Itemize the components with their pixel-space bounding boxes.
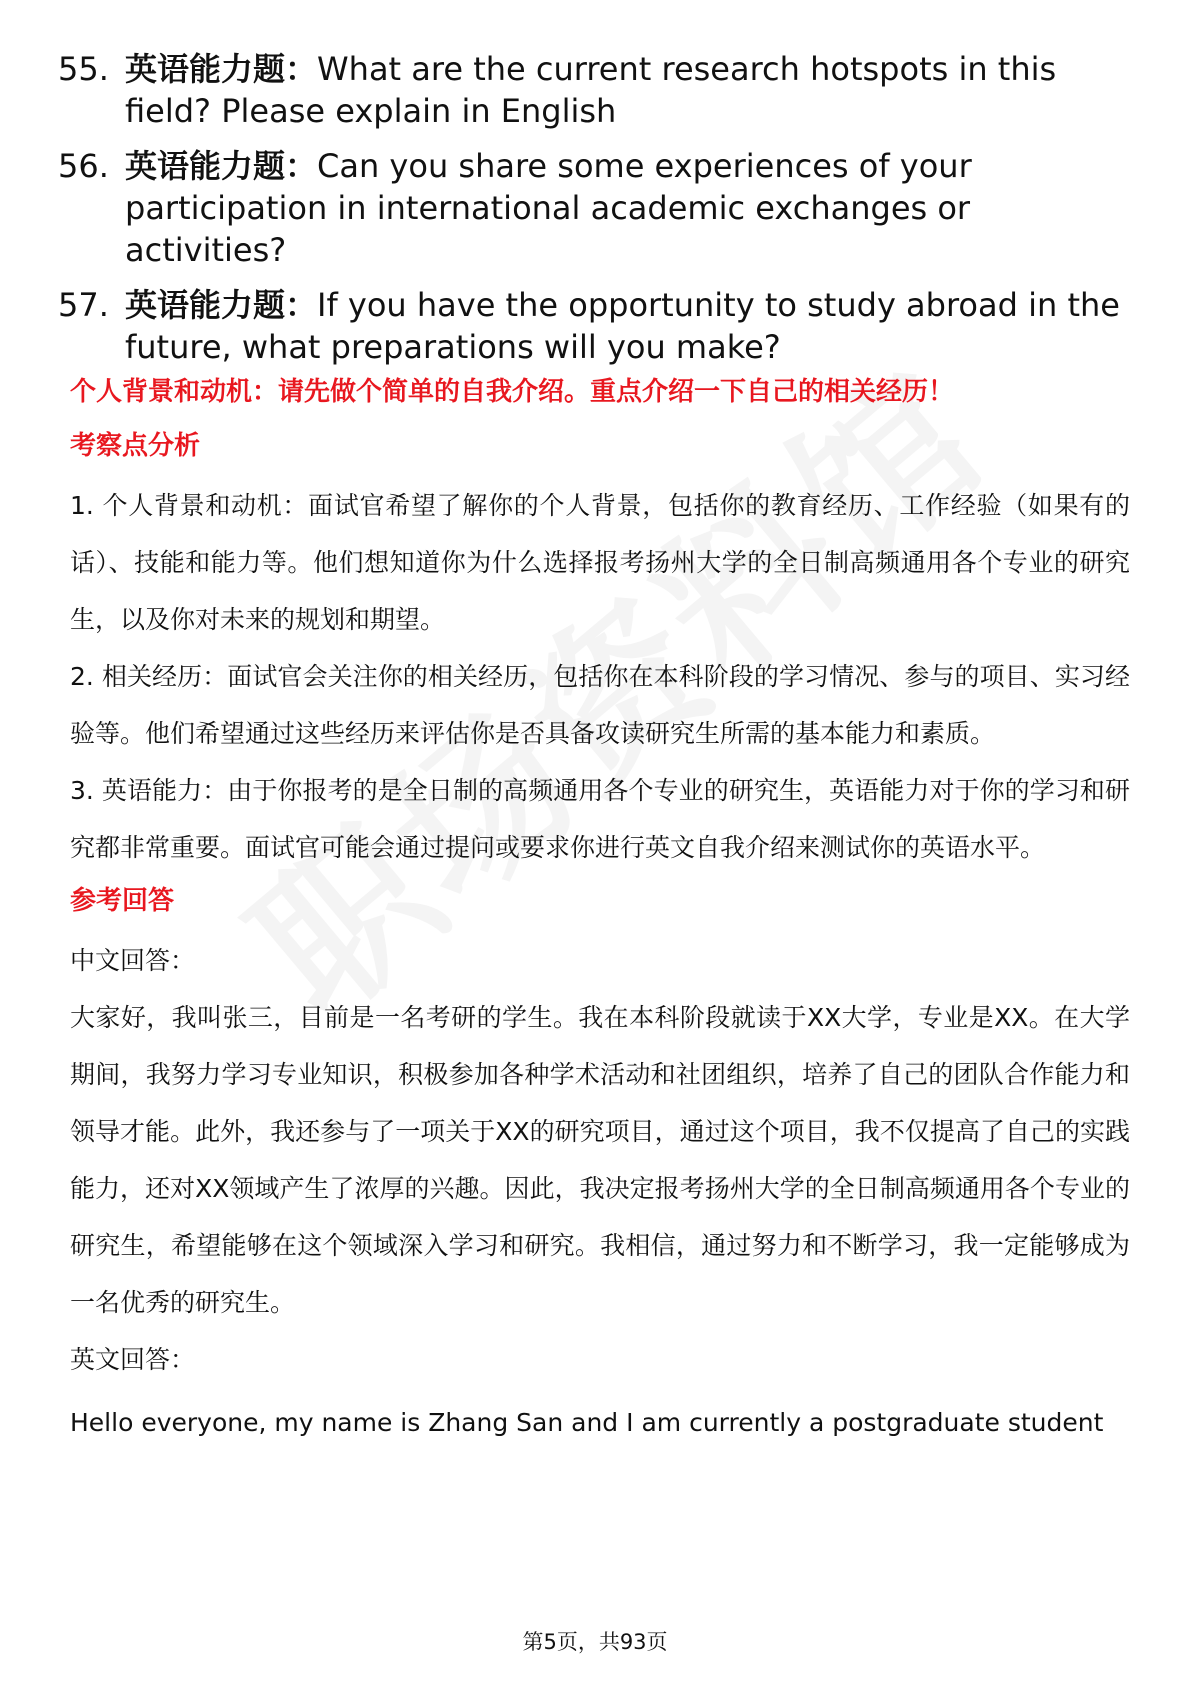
question-list	[58, 48, 1138, 381]
analysis-heading: 考察点分析	[70, 431, 201, 461]
question-label: 英语能力题：	[125, 147, 318, 185]
answer-section	[70, 375, 1130, 1451]
question-body	[125, 145, 1138, 271]
chinese-answer: 大家好，我叫张三，目前是一名考研的学生。我在本科阶段就读于XX大学，专业是XX。在大学期间，我努力学习专业知识，积极参加各种学术活动和社团组织，培养了自己的团队合作能力和领导才能。此外，我还参与了一项关于XX的研究项目，通过这个项目，我不仅提高了自己的实践能力，还对XX领域产生了浓厚的兴趣。因此，我决定报考扬州大学的全日制高频通用各个专业的研究生，希望能够在这个领域深入学习和研究。我相信，通过努力和不断学习，我一定能够成为一名优秀的研究生。	[70, 1003, 1130, 1317]
topic-heading: 个人背景和动机：请先做个简单的自我介绍。重点介绍一下自己的相关经历！	[70, 377, 955, 407]
question-text: What are the current research hotspots in this field? Please explain in English	[125, 50, 1057, 130]
analysis-point: 1. 个人背景和动机：面试官希望了解你的个人背景，包括你的教育经历、工作经验（如果有的话）、技能和能力等。他们想知道你为什么选择报考扬州大学的全日制高频通用各个专业的研究生，以及你对未来的规划和期望。	[70, 491, 1130, 634]
question-label: 英语能力题：	[125, 50, 318, 88]
analysis-point: 3. 英语能力：由于你报考的是全日制的高频通用各个专业的研究生，英语能力对于你的学习和研究都非常重要。面试官可能会通过提问或要求你进行英文自我介绍来测试你的英语水平。	[70, 776, 1130, 862]
question-body	[125, 48, 1138, 132]
question-label: 英语能力题：	[125, 286, 318, 324]
chinese-answer-label: 中文回答：	[70, 946, 196, 975]
question-item	[58, 48, 1138, 132]
page-footer: 第5页，共93页	[522, 1630, 668, 1654]
question-item	[58, 284, 1138, 368]
english-answer: Hello everyone, my name is Zhang San and I am currently a postgraduate student	[70, 1408, 1104, 1437]
question-item	[58, 145, 1138, 271]
question-text: If you have the opportunity to study abroad in the future, what preparations will you make?	[125, 286, 1120, 366]
question-number: 56.	[58, 147, 109, 185]
question-text: Can you share some experiences of your participation in international academic exchanges or activities?	[125, 147, 972, 269]
analysis-point: 2. 相关经历：面试官会关注你的相关经历，包括你在本科阶段的学习情况、参与的项目、实习经验等。他们希望通过这些经历来评估你是否具备攻读研究生所需的基本能力和素质。	[70, 662, 1130, 748]
question-body	[125, 284, 1138, 368]
reference-heading: 参考回答	[70, 886, 175, 916]
question-number: 57.	[58, 286, 109, 324]
question-number: 55.	[58, 50, 109, 88]
english-answer-label: 英文回答：	[70, 1345, 196, 1374]
